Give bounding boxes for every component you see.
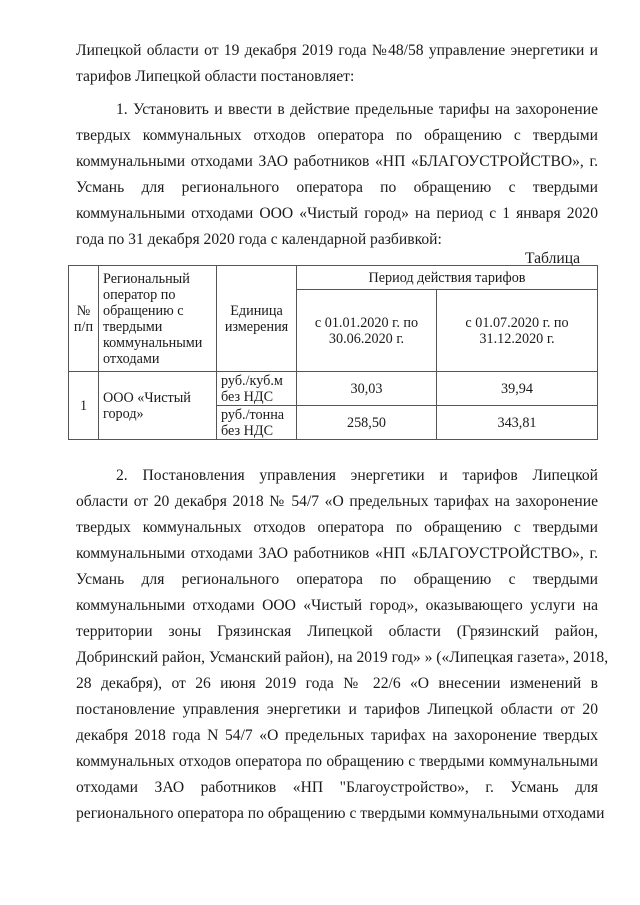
item1-line-6: года по 31 декабря 2020 года с календарной разбивкой: — [76, 231, 442, 248]
item2-line-12: коммунальных отходов оператора по обращению с твердыми коммунальными — [76, 753, 598, 770]
item2-line-8: Добринский район, Усманский район), на 2019 год» » («Липецкая газета», 2018, — [76, 649, 609, 666]
item2-line-5: Усмань для регионального оператора по обращению с твердыми — [76, 571, 598, 588]
item1-number: 1. — [116, 101, 128, 118]
value-cubic-period-2: 39,94 — [437, 372, 598, 406]
header-period-2: с 01.07.2020 г. по 31.12.2020 г. — [437, 290, 598, 372]
item1-line-2: твердых коммунальных отходов оператора по обращению с твердыми — [76, 127, 598, 144]
header-number: № п/п — [69, 266, 99, 372]
table-caption: Таблица — [525, 250, 580, 267]
item1-line-1 — [116, 97, 598, 123]
item2-line-7: территории зоны Грязинская Липецкой области (Грязинский район, — [76, 623, 598, 640]
header-operator: Региональный оператор по обращению с твердыми коммунальными отходами — [99, 266, 217, 372]
header-period: Период действия тарифов — [297, 266, 598, 290]
item2-line-4: коммунальными отходами ЗАО работников «НП «БЛАГОУСТРОЙСТВО», г. — [76, 545, 598, 562]
value-ton-period-1: 258,50 — [297, 406, 437, 440]
item2-number: 2. — [116, 467, 128, 484]
item2-line-9: 28 декабря), от 26 июня 2019 года № 22/6 «О внесении изменений в — [76, 675, 598, 692]
intro-line-1: Липецкой области от 19 декабря 2019 года №48/58 управление энергетики и — [76, 42, 598, 59]
item1-line-3: коммунальными отходами ЗАО работников «НП «БЛАГОУСТРОЙСТВО», г. — [76, 153, 598, 170]
item2-line-10: постановление управления энергетики и тарифов Липецкой области от 20 — [76, 701, 598, 718]
item1-text-1: Установить и ввести в действие предельные тарифы на захоронение — [133, 101, 599, 118]
tariff-table — [68, 265, 598, 440]
item2-line-13: отходами ЗАО работников «НП "Благоустройство», г. Усмань для — [76, 779, 598, 796]
value-ton-period-2: 343,81 — [437, 406, 598, 440]
item2-line-6: коммунальными отходами ООО «Чистый город», оказывающего услуги на — [76, 597, 598, 614]
value-cubic-period-1: 30,03 — [297, 372, 437, 406]
intro-line-2: тарифов Липецкой области постановляет: — [76, 68, 355, 85]
header-unit: Единица измерения — [217, 266, 297, 372]
item2-line-14: регионального оператора по обращению с твердыми коммунальными отходами — [76, 805, 605, 822]
item1-line-4: Усмань для регионального оператора по обращению с твердыми — [76, 179, 598, 196]
item2-line-11: декабря 2018 года N 54/7 «О предельных тарифах на захоронение твердых — [76, 727, 598, 744]
item1-line-5: коммунальными отходами ООО «Чистый город» на период с 1 января 2020 — [76, 205, 598, 222]
item2-line-2: области от 20 декабря 2018 № 54/7 «О предельных тарифах на захоронение — [76, 493, 598, 510]
row-number: 1 — [69, 372, 99, 440]
item2-line-3: твердых коммунальных отходов оператора по обращению с твердыми — [76, 519, 598, 536]
unit-per-ton: руб./тонна без НДС — [217, 406, 297, 440]
row-operator: ООО «Чистый город» — [99, 372, 217, 440]
item2-line-1 — [116, 463, 598, 489]
item2-text-1: Постановления управления энергетики и тарифов Липецкой — [142, 467, 598, 484]
unit-per-cubic-meter: руб./куб.м без НДС — [217, 372, 297, 406]
header-period-1: с 01.01.2020 г. по 30.06.2020 г. — [297, 290, 437, 372]
